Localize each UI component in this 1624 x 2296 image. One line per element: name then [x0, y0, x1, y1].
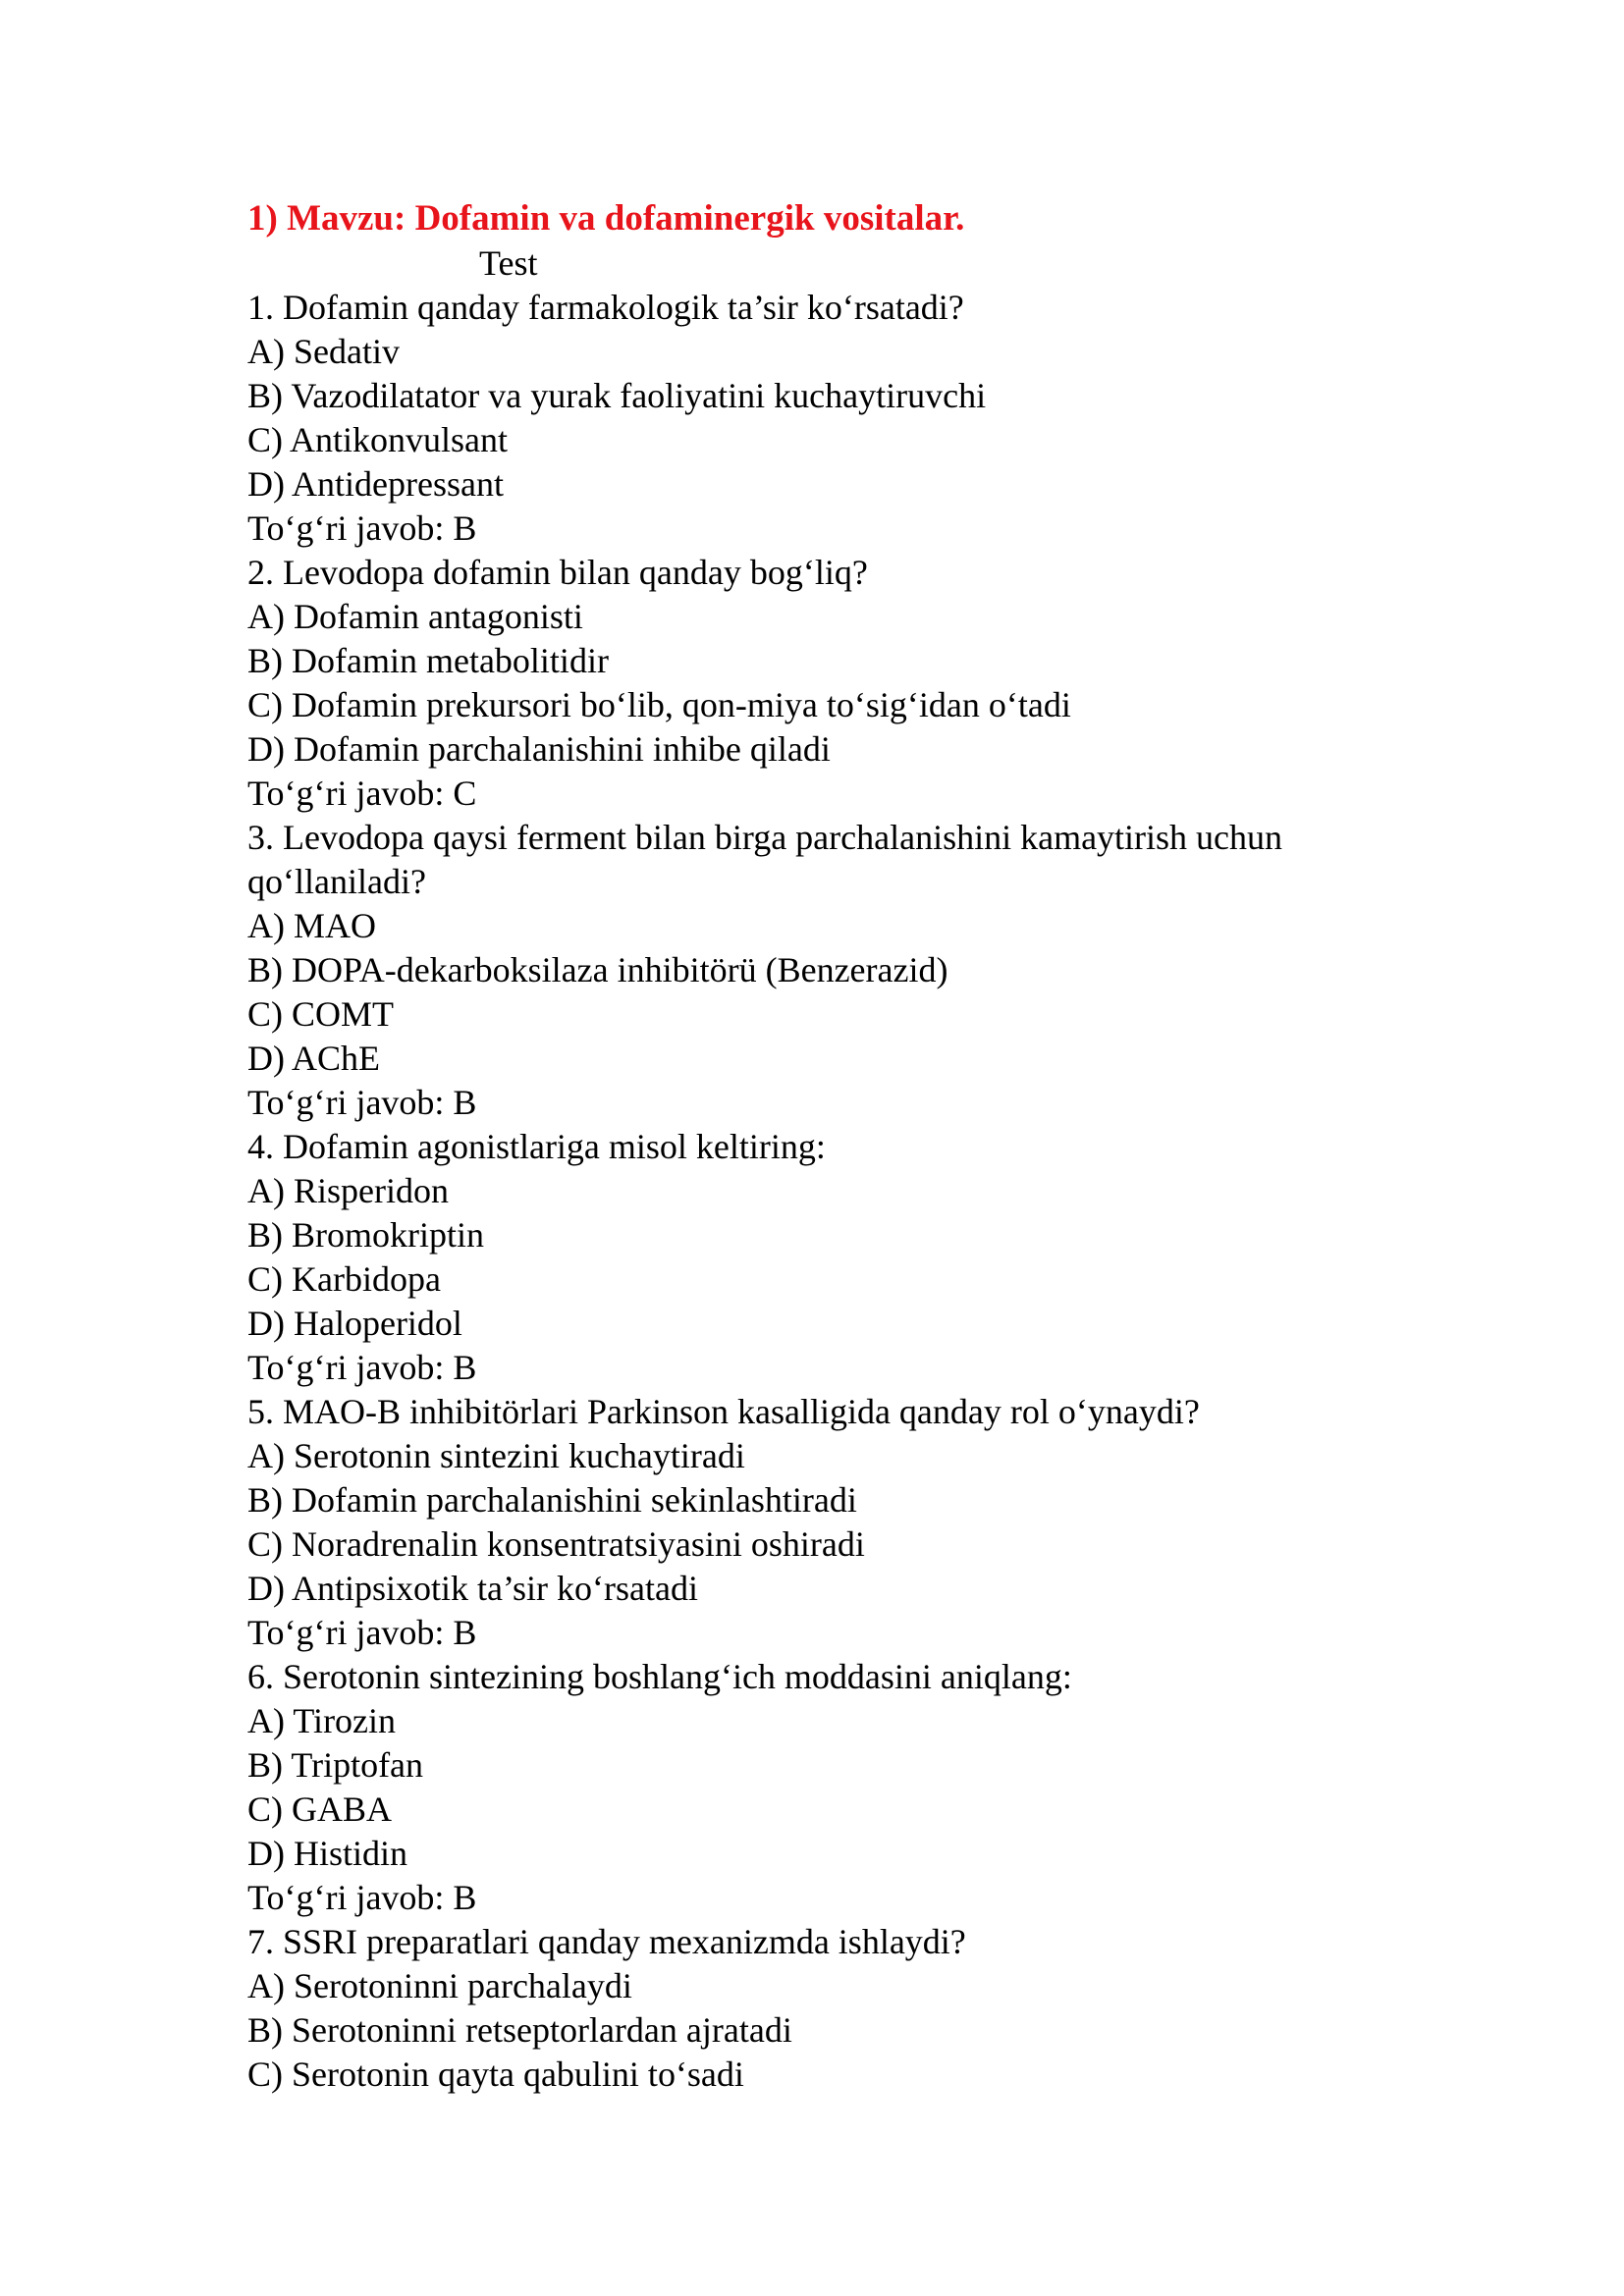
question-text: 5. MAO-B inhibitörlari Parkinson kasalligida qanday rol o‘ynaydi? [247, 1392, 1200, 1431]
answer-option: A) Dofamin antagonisti [247, 597, 583, 636]
questions-list [247, 286, 1406, 2097]
answer-option: D) Antidepressant [247, 464, 504, 504]
question-text: 6. Serotonin sintezining boshlang‘ich moddasini aniqlang: [247, 1657, 1072, 1696]
answer-option: D) Dofamin parchalanishini inhibe qiladi [247, 729, 831, 769]
answer-option: C) GABA [247, 1789, 393, 1829]
answer-option: B) Dofamin metabolitidir [247, 641, 609, 680]
answer-option: B) Triptofan [247, 1745, 424, 1785]
correct-answer: To‘g‘ri javob: B [247, 1083, 477, 1122]
answer-option: A) Sedativ [247, 332, 400, 371]
question-text: 3. Levodopa qaysi ferment bilan birga parchalanishini kamaytirish uchun qo‘llaniladi? [247, 818, 1283, 901]
question-block [247, 1390, 1406, 1655]
correct-answer: To‘g‘ri javob: B [247, 1613, 477, 1652]
question-text: 2. Levodopa dofamin bilan qanday bog‘liq? [247, 553, 868, 592]
question-block [247, 816, 1406, 1125]
answer-option: C) Noradrenalin konsentratsiyasini oshiradi [247, 1524, 865, 1564]
answer-option: D) Antipsixotik ta’sir ko‘rsatadi [247, 1569, 698, 1608]
question-text: 1. Dofamin qanday farmakologik ta’sir ko‘rsatadi? [247, 288, 964, 327]
answer-option: C) Serotonin qayta qabulini to‘sadi [247, 2055, 744, 2094]
answer-option: C) Antikonvulsant [247, 420, 509, 459]
answer-option: B) Vazodilatator va yurak faoliyatini kuchaytiruvchi [247, 376, 987, 415]
question-block [247, 1125, 1406, 1390]
answer-option: D) Histidin [247, 1834, 408, 1873]
question-block [247, 1655, 1406, 1920]
answer-option: B) Serotoninni retseptorlardan ajratadi [247, 2010, 792, 2050]
answer-option: C) COMT [247, 994, 395, 1034]
answer-option: B) Bromokriptin [247, 1215, 484, 1255]
correct-answer: To‘g‘ri javob: B [247, 1878, 477, 1917]
answer-option: C) Karbidopa [247, 1259, 441, 1299]
question-block [247, 286, 1406, 551]
question-text: 7. SSRI preparatlari qanday mexanizmda ishlaydi? [247, 1922, 966, 1961]
question-text: 4. Dofamin agonistlariga misol keltiring: [247, 1127, 826, 1166]
answer-option: A) Tirozin [247, 1701, 397, 1740]
document-page [247, 196, 1406, 2097]
question-block [247, 1920, 1406, 2097]
correct-answer: To‘g‘ri javob: B [247, 508, 477, 548]
answer-option: A) MAO [247, 906, 376, 945]
question-block [247, 551, 1406, 816]
answer-option: A) Risperidon [247, 1171, 449, 1210]
correct-answer: To‘g‘ri javob: B [247, 1348, 477, 1387]
answer-option: A) Serotonin sintezini kuchaytiradi [247, 1436, 745, 1475]
answer-option: A) Serotoninni parchalaydi [247, 1966, 632, 2005]
answer-option: C) Dofamin prekursori bo‘lib, qon-miya to‘sig‘idan o‘tadi [247, 685, 1071, 724]
answer-option: D) AChE [247, 1039, 380, 1078]
document-subtitle: Test [479, 243, 538, 283]
answer-option: B) DOPA-dekarboksilaza inhibitörü (Benzerazid) [247, 950, 948, 989]
answer-option: B) Dofamin parchalanishini sekinlashtiradi [247, 1480, 857, 1520]
document-title: 1) Mavzu: Dofamin va dofaminergik vositalar. [247, 198, 965, 239]
answer-option: D) Haloperidol [247, 1304, 462, 1343]
correct-answer: To‘g‘ri javob: C [247, 774, 477, 813]
